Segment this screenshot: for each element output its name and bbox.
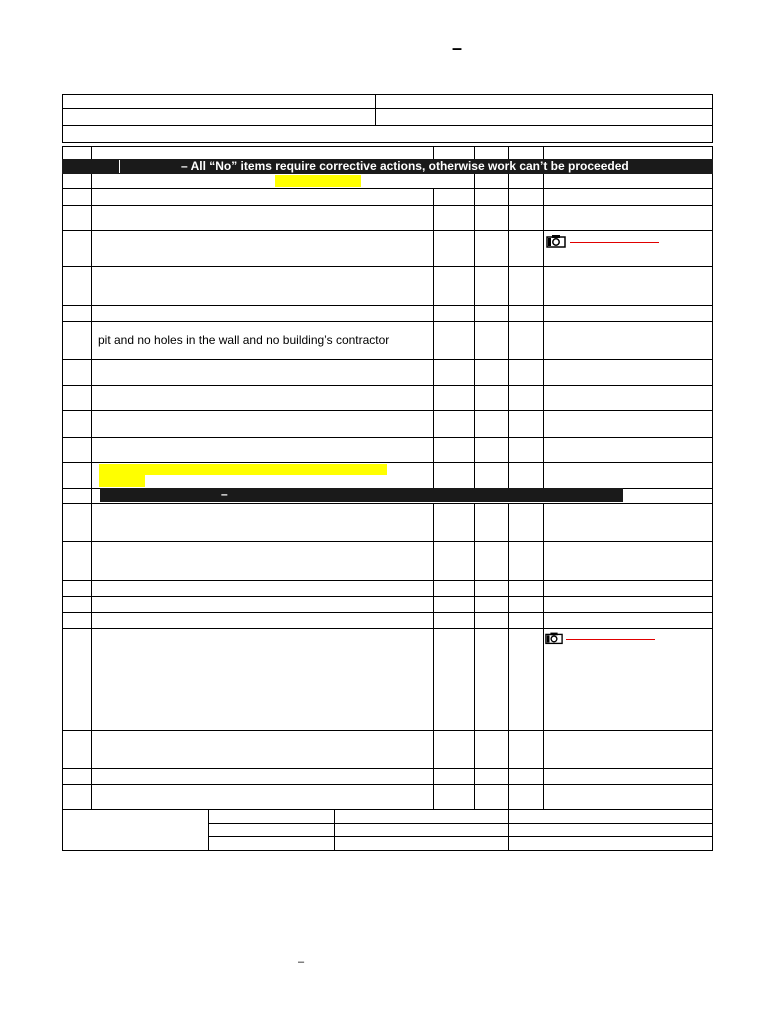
col-line <box>508 174 509 488</box>
row-line <box>62 437 713 438</box>
col-line <box>474 146 475 159</box>
row-line <box>62 730 713 731</box>
col-line <box>91 146 92 159</box>
banner-separator <box>119 160 120 173</box>
col-line <box>91 174 92 488</box>
row-line <box>62 321 713 322</box>
note-line <box>566 639 655 640</box>
row-line <box>62 503 713 504</box>
row-line <box>62 359 713 360</box>
row-line <box>62 230 713 231</box>
camera-icon <box>546 234 566 248</box>
row-line <box>62 768 713 769</box>
section-b-banner-text: – <box>221 487 228 501</box>
col-line <box>474 174 475 488</box>
col-line <box>543 174 544 488</box>
info-table <box>62 94 713 143</box>
row-line <box>62 385 713 386</box>
row-line <box>62 541 713 542</box>
row-line <box>62 612 713 613</box>
info-table-divider <box>375 94 376 125</box>
section-b-banner <box>100 488 623 502</box>
note-line <box>570 242 659 243</box>
row-line <box>62 410 713 411</box>
row-line <box>62 205 713 206</box>
col-line <box>543 503 544 809</box>
info-table-divider <box>62 125 713 126</box>
section-a-banner-text: – All “No” items require corrective actions, otherwise work can’t be proceeded <box>181 159 629 173</box>
highlight-mark <box>99 464 387 475</box>
col-line <box>508 146 509 159</box>
row-line <box>62 596 713 597</box>
highlight-mark <box>99 475 145 487</box>
signoff-divider <box>334 809 335 851</box>
row-line <box>62 188 713 189</box>
col-line <box>543 146 544 159</box>
signoff-divider <box>208 809 209 851</box>
camera-icon <box>545 631 563 645</box>
signoff-divider <box>508 809 509 851</box>
row-line <box>62 580 713 581</box>
signoff-divider <box>208 836 713 837</box>
row-line <box>62 305 713 306</box>
signoff-divider <box>208 823 713 824</box>
row-line <box>62 266 713 267</box>
highlight-mark <box>275 175 361 187</box>
col-line <box>433 146 434 159</box>
page-title: – <box>452 38 463 58</box>
col-line <box>433 503 434 809</box>
row-line <box>62 809 713 810</box>
row-line <box>62 628 713 629</box>
footer-text: – <box>298 956 305 968</box>
col-line <box>91 488 92 809</box>
col-line <box>433 188 434 488</box>
row-text: pit and no holes in the wall and no building’s contractor <box>98 333 390 347</box>
info-table-divider <box>62 108 713 109</box>
row-line <box>62 784 713 785</box>
col-line <box>508 503 509 809</box>
col-line <box>474 503 475 809</box>
row-line <box>62 462 713 463</box>
